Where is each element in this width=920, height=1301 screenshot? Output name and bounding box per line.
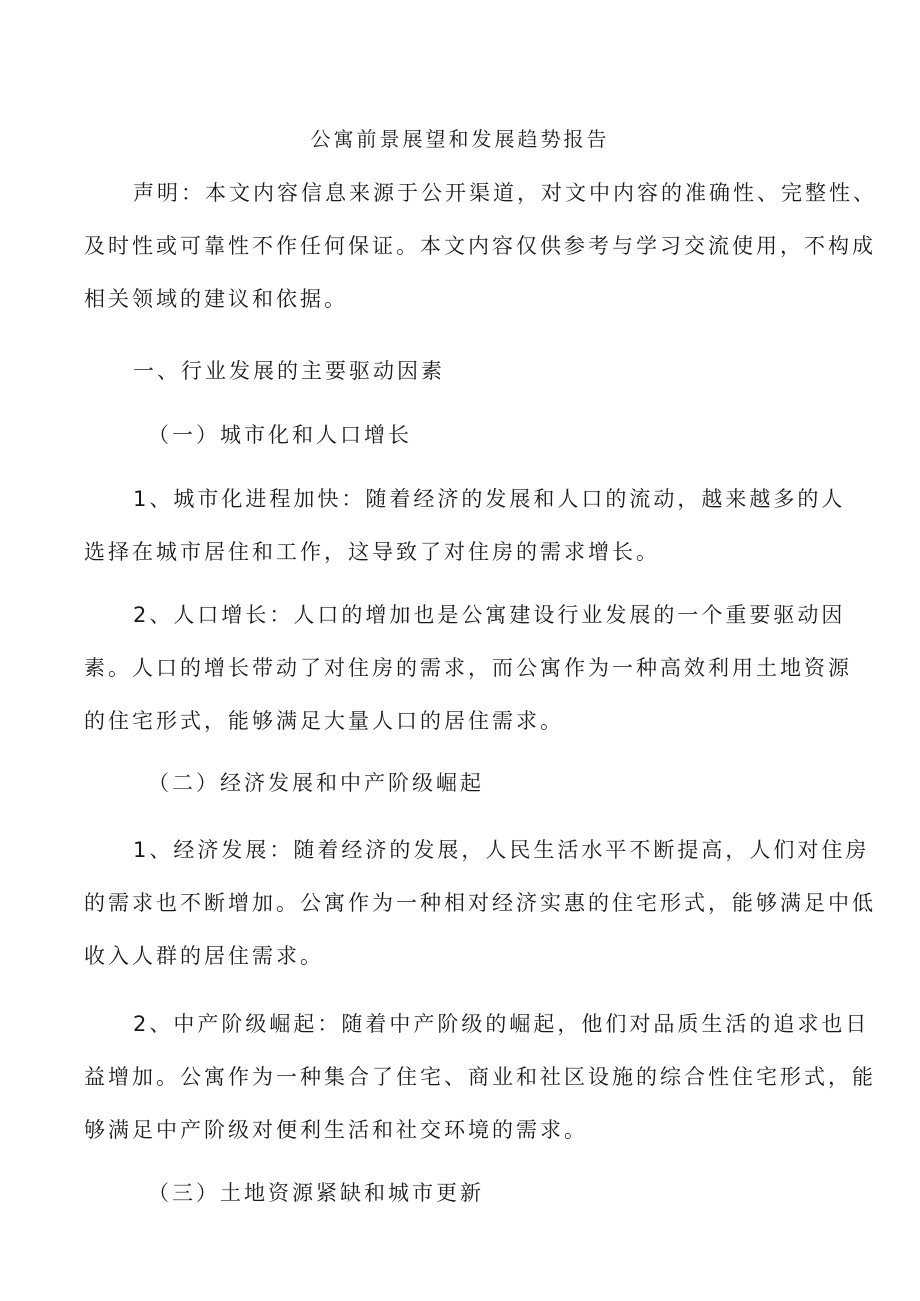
paragraph-line: 够满足中产阶级对便利生活和社交环境的需求。 <box>84 1118 588 1142</box>
subsection-heading: （三）土地资源紧缺和城市更新 <box>148 1181 484 1205</box>
disclaimer-line: 及时性或可靠性不作任何保证。本文内容仅供参考与学习交流使用，不构成 <box>84 234 876 258</box>
subsection-heading: （一）城市化和人口增长 <box>148 423 412 447</box>
paragraph-line: 选择在城市居住和工作，这导致了对住房的需求增长。 <box>84 540 660 564</box>
subsection-heading: （二）经济发展和中产阶级崛起 <box>148 771 484 795</box>
paragraph-line: 的需求也不断增加。公寓作为一种相对经济实惠的住宅形式，能够满足中低 <box>84 891 876 915</box>
document-title: 公寓前景展望和发展趋势报告 <box>310 127 610 151</box>
paragraph-line: 的住宅形式，能够满足大量人口的居住需求。 <box>84 709 564 733</box>
paragraph-line: 收入人群的居住需求。 <box>84 944 324 968</box>
disclaimer-line: 声明：本文内容信息来源于公开渠道，对文中内容的准确性、完整性、 <box>133 181 877 205</box>
paragraph-line: 2、中产阶级崛起：随着中产阶级的崛起，他们对品质生活的追求也日 <box>133 1012 870 1036</box>
paragraph-line: 1、城市化进程加快：随着经济的发展和人口的流动，越来越多的人 <box>133 487 846 511</box>
paragraph-line: 1、经济发展：随着经济的发展，人民生活水平不断提高，人们对住房 <box>133 838 870 862</box>
disclaimer-line: 相关领域的建议和依据。 <box>84 287 348 311</box>
section-heading: 一、行业发展的主要驱动因素 <box>133 359 445 383</box>
paragraph-line: 2、人口增长：人口的增加也是公寓建设行业发展的一个重要驱动因 <box>133 603 846 627</box>
paragraph-line: 素。人口的增长带动了对住房的需求，而公寓作为一种高效利用土地资源 <box>84 656 852 680</box>
paragraph-line: 益增加。公寓作为一种集合了住宅、商业和社区设施的综合性住宅形式，能 <box>84 1065 876 1089</box>
